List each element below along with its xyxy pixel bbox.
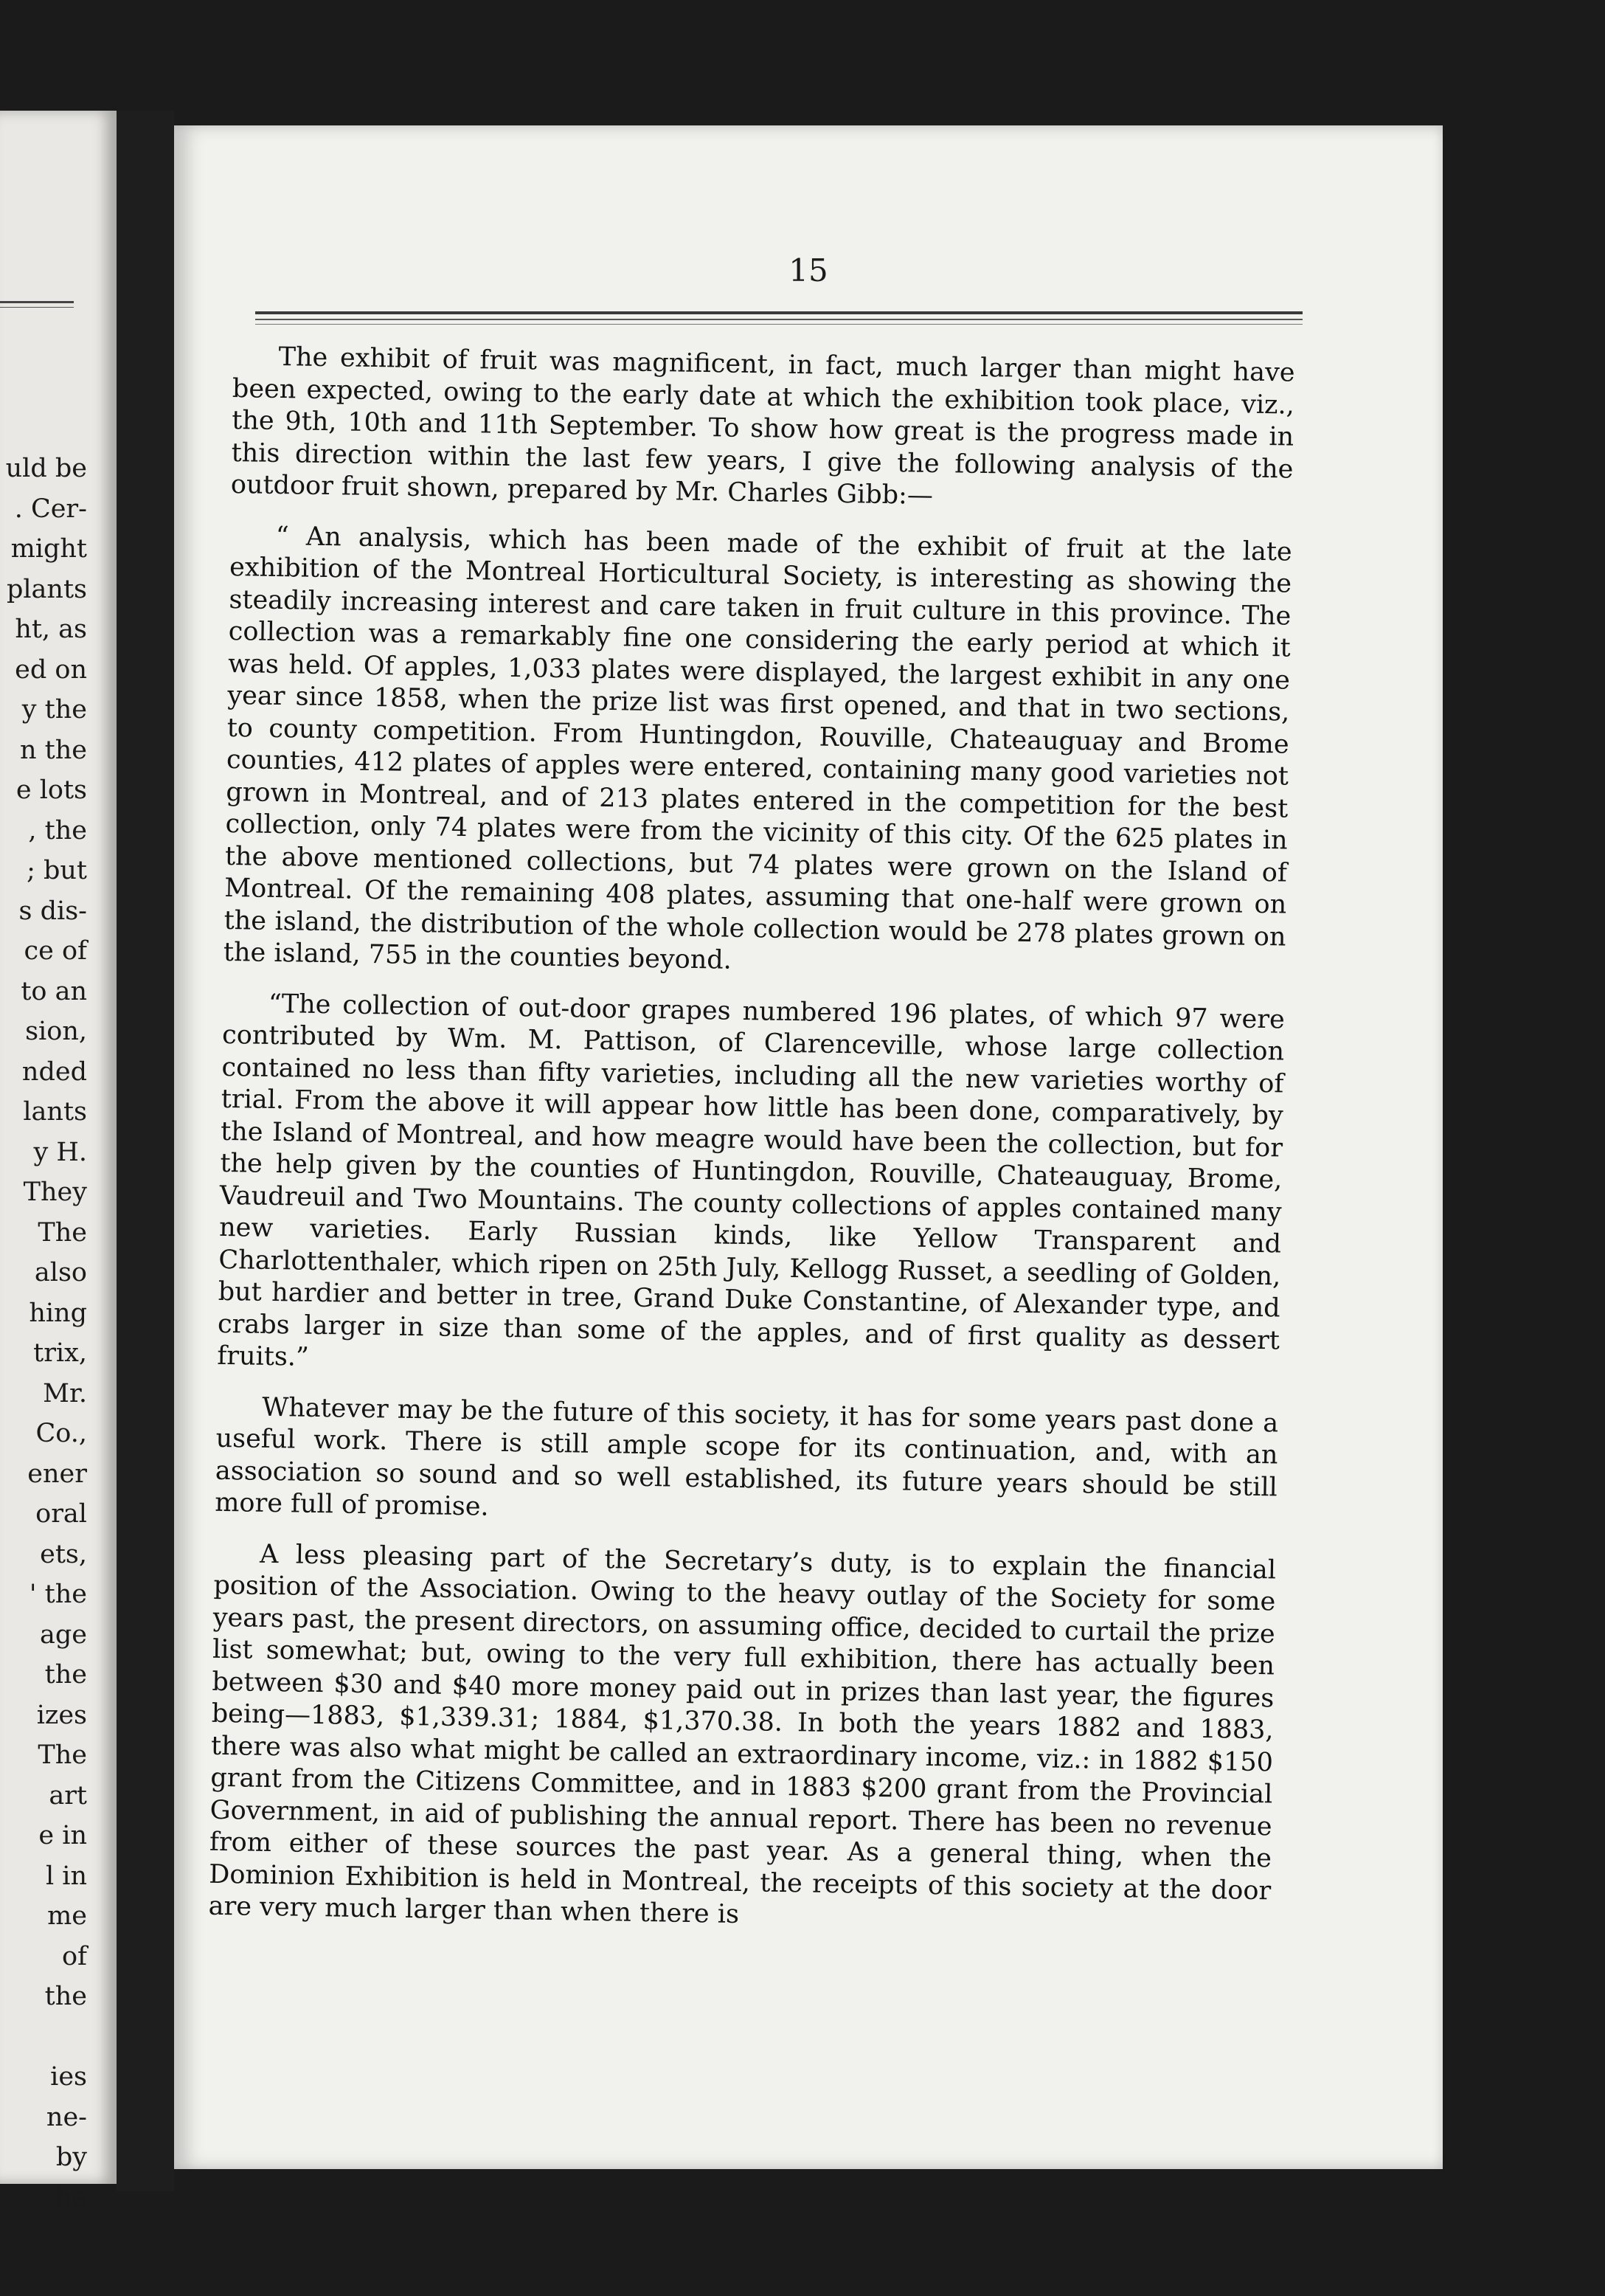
facing-page-line: oral xyxy=(35,1499,87,1529)
facing-page-line: y H. xyxy=(33,1137,87,1167)
facing-page-line: Co., xyxy=(35,1419,87,1448)
facing-page-line: me xyxy=(47,1901,87,1931)
facing-page-line: s dis- xyxy=(18,896,87,926)
facing-page-line: he xyxy=(55,2182,87,2213)
facing-page-line xyxy=(6,2017,87,2058)
facing-page-line: nded xyxy=(21,1057,87,1087)
page-number: 15 xyxy=(788,252,828,288)
facing-page-line: trix, xyxy=(33,1338,87,1368)
book-gutter xyxy=(117,111,174,2191)
facing-page-line: e lots xyxy=(15,775,87,805)
facing-page-line: ht, as xyxy=(15,615,87,644)
facing-page-line: also xyxy=(34,1258,87,1287)
facing-page-line: Mr. xyxy=(43,1378,87,1408)
facing-page-text xyxy=(6,449,87,2218)
facing-page-line: They xyxy=(23,1178,87,1207)
facing-page-line: The xyxy=(38,1740,87,1770)
paragraph-financial-position: A less pleasing part of the Secretary’s duty, is to explain the financial position of the Association. Owing to the heavy outlay of the Society for some years past, the present directors, on assuming office, decided to curtail the prize list somewhat; but, owing to the very full exhibition, there has actually been between $30 and $40 more money paid out in prizes than last year, the figures being—1883, $1,339.31; 1884, $1,370.38. In both the years 1882 and 1883, there was also what might be called an extraordinary income, viz.: in 1882 $150 grant from the Citizens Committee, and in 1883 $200 grant from the Provincial Government, in aid of publishing the annual report. There has been no revenue from either of these sources the past year. As a general thing, when the Dominion Exhibition is held in Montreal, the receipts of this society at the door are very much larger than when there is xyxy=(208,1539,1277,1930)
facing-page-line: might xyxy=(10,534,87,564)
facing-page-line: ; but xyxy=(27,856,87,885)
page-right xyxy=(174,125,1443,2169)
facing-page-line: e in xyxy=(38,1821,87,1850)
header-rule-thin xyxy=(255,319,1303,320)
facing-page-line: the xyxy=(44,1660,87,1690)
facing-page-line: the xyxy=(44,1982,87,2011)
facing-page-line: y the xyxy=(21,695,87,725)
facing-page-rule-thin xyxy=(0,307,74,308)
facing-page-left xyxy=(0,111,119,2213)
facing-page-line: ener xyxy=(27,1459,87,1489)
body-text xyxy=(208,341,1295,1958)
header-rule-hairline xyxy=(255,324,1303,325)
facing-page-line: hing xyxy=(29,1298,87,1328)
facing-page-line: uld be xyxy=(5,454,87,483)
paragraph-grapes-quote: “The collection of out-door grapes numbered 196 plates, of which 97 were contributed by Wm. M. Pattison, of Clarenceville, whose large collection contained no less than fifty varieties, including all the new varieties worthy of trial. From the above it will appear how little has been done, comparatively, by the Island of Montreal, and how meagre would have been the collection, but for the help given by the counties of Huntingdon, Rouville, Chateauguay, Brome, Vaudreuil and Two Mountains. The county collections of apples contained many new varieties. Early Russian kinds, like Yellow Transparent and Charlottenthaler, which ripen on 25th July, Kellogg Russet, a seedling of Golden, but hardier and better in tree, Grand Duke Constantine, of Alexander type, and crabs larger in size than some of the apples, and of first quality as dessert fruits.” xyxy=(217,989,1286,1372)
facing-page-line: age xyxy=(40,1619,87,1650)
facing-page-rule xyxy=(0,301,74,303)
facing-page-line: lants xyxy=(23,1097,87,1127)
paragraph-fruit-exhibit: The exhibit of fruit was magnificent, in fact, much larger than might have been expected, owing to the early date at which the exhibition took place, viz., the 9th, 10th and 11th September. To show how great is the progress made in this direction within the last few years, I give the following analysis of the outdoor fruit shown, prepared by Mr. Charles Gibb:— xyxy=(230,342,1295,511)
facing-page-line: ets, xyxy=(40,1539,87,1569)
facing-page-line: ies xyxy=(50,2062,87,2092)
facing-page-line: ' the xyxy=(29,1580,87,1609)
facing-page-line: n the xyxy=(20,735,87,765)
facing-page-line: The xyxy=(38,1217,87,1248)
facing-page-line: izes xyxy=(36,1700,87,1730)
paragraph-future-of-society: Whatever may be the future of this society, it has for some years past done a useful work. There is still ample scope for its continuation, and, with an association so sound and so well established, its future years should be still more full of promise. xyxy=(214,1392,1279,1522)
facing-page-line: plants xyxy=(6,574,87,604)
facing-page-line: , the xyxy=(28,815,87,846)
facing-page-line: to an xyxy=(21,976,87,1006)
facing-page-line: of xyxy=(61,1941,87,1971)
facing-page-line: l in xyxy=(45,1861,87,1891)
facing-page-line: ne- xyxy=(46,2102,87,2132)
facing-page-line: ce of xyxy=(24,936,87,966)
facing-page-line: sion, xyxy=(25,1017,87,1046)
paragraph-analysis-quote: “ An analysis, which has been made of the exhibit of fruit at the late exhibition of the Montreal Horticultural Society, is interesting as showing the steadily increasing interest and care taken in fruit culture in this province. The collection was a remarkably fine one considering the early period at which it was held. Of apples, 1,033 plates were displayed, the largest exhibit in any one year since 1858, when the prize list was first opened, and that in two sections, to county competition. From Huntingdon, Rouville, Chateauguay and Brome counties, 412 plates of apples were entered, containing many good varieties not grown in Montreal, and of 213 plates entered in the competition for the best collection, only 74 plates were from the vicinity of this city. Of the 625 plates in the above mentioned collections, but 74 plates were grown on the Island of Montreal. Of the remaining 408 plates, assuming that one-half were grown on the island, the distribution of the whole collection would be 278 plates grown on the island, 755 in the counties beyond. xyxy=(223,521,1292,975)
facing-page-line: by xyxy=(55,2143,87,2172)
facing-page-line: ed on xyxy=(15,654,87,685)
facing-page-line: art xyxy=(49,1780,87,1811)
header-rule xyxy=(255,311,1303,314)
facing-page-line: . Cer- xyxy=(14,494,87,524)
